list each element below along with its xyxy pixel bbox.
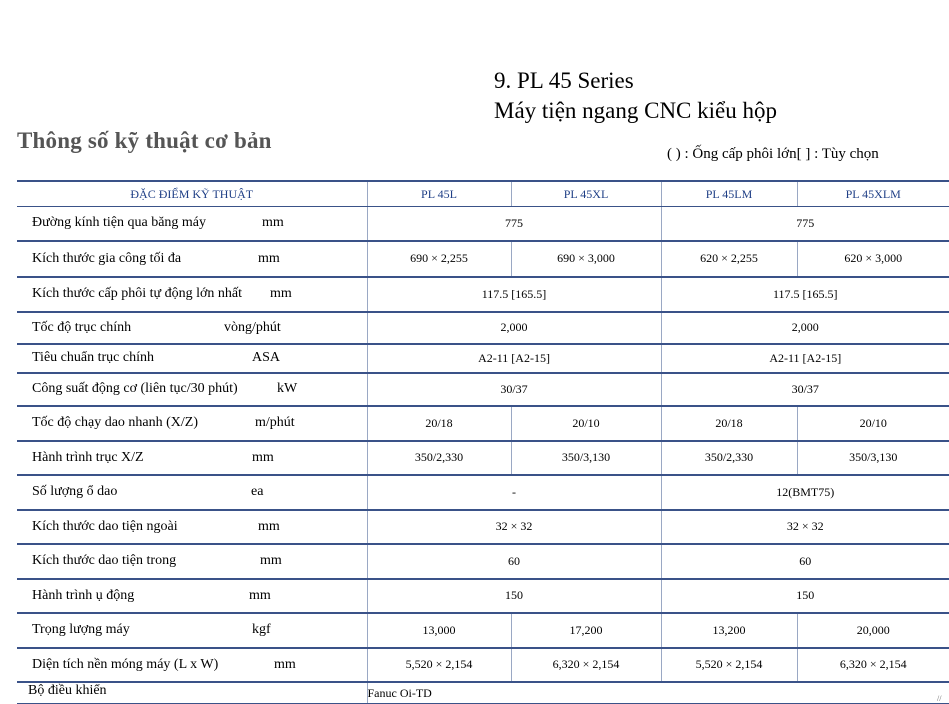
spec-label: Kích thước gia công tối đa (32, 250, 182, 266)
spec-value-cell: 150 (661, 579, 949, 613)
spec-unit: m/phút (255, 415, 295, 430)
table-row (17, 406, 949, 441)
spec-table (17, 180, 949, 704)
spec-unit: mm (274, 656, 296, 672)
table-row (17, 475, 949, 510)
spec-unit: mm (252, 449, 274, 465)
spec-unit: ASA (252, 350, 281, 365)
spec-value-cell: 13,200 (661, 613, 797, 648)
spec-value-cell: 150 (367, 579, 661, 613)
table-row (17, 544, 949, 579)
table-row (17, 277, 949, 312)
spec-label: Tốc độ chạy dao nhanh (X/Z) (32, 415, 198, 430)
legend-note: ( ) : Ống cấp phôi lớn[ ] : Tùy chọn (667, 146, 879, 162)
spec-value-cell: 117.5 [165.5] (367, 277, 661, 312)
spec-unit: mm (249, 587, 271, 603)
spec-value-cell: 2,000 (661, 312, 949, 344)
spec-value-cell: 20/18 (367, 406, 511, 441)
spec-value-cell: 5,520 × 2,154 (367, 648, 511, 682)
table-row (17, 648, 949, 682)
corner-mark: // (937, 694, 942, 703)
spec-value-cell: 6,320 × 2,154 (511, 648, 661, 682)
spec-unit: mm (258, 518, 280, 534)
header-pl45xlm: PL 45XLM (797, 181, 949, 207)
spec-value-cell: 32 × 32 (367, 510, 661, 544)
spec-value-cell: A2-11 [A2-15] (367, 344, 661, 373)
spec-value-cell: 350/2,330 (367, 441, 511, 475)
controller-label: Bộ điều khiển (17, 682, 367, 704)
spec-value-cell: A2-11 [A2-15] (661, 344, 949, 373)
spec-label-cell (17, 277, 367, 312)
series-title: 9. PL 45 Series (494, 68, 634, 93)
header-spec: ĐẶC ĐIỂM KỸ THUẬT (17, 181, 367, 207)
spec-unit: mm (270, 286, 292, 301)
spec-value-cell: - (367, 475, 661, 510)
spec-value-cell: 13,000 (367, 613, 511, 648)
spec-value-cell: 20,000 (797, 613, 949, 648)
spec-value-cell: 620 × 3,000 (797, 241, 949, 277)
spec-value-cell: 775 (367, 207, 661, 241)
table-row (17, 613, 949, 648)
table-row (17, 510, 949, 544)
table-row (17, 441, 949, 475)
spec-value-cell: 117.5 [165.5] (661, 277, 949, 312)
spec-unit: mm (258, 250, 280, 266)
spec-value-cell: 60 (367, 544, 661, 579)
spec-value-cell: 350/2,330 (661, 441, 797, 475)
spec-unit: kW (277, 381, 298, 396)
spec-value-cell: 20/10 (797, 406, 949, 441)
spec-label: Tiêu chuẩn trục chính (32, 350, 154, 365)
spec-label-cell (17, 613, 367, 648)
spec-value-cell: 30/37 (661, 373, 949, 406)
spec-label: Công suất động cơ (liên tục/30 phút) (32, 381, 238, 396)
spec-unit: mm (262, 215, 284, 231)
spec-value-cell: 690 × 3,000 (511, 241, 661, 277)
spec-label-cell (17, 544, 367, 579)
table-row (17, 579, 949, 613)
spec-value-cell: 20/10 (511, 406, 661, 441)
spec-label-cell (17, 344, 367, 373)
table-header-row (17, 181, 949, 207)
spec-value-cell: 620 × 2,255 (661, 241, 797, 277)
spec-label: Hành trình ụ động (32, 587, 135, 603)
machine-subtitle: Máy tiện ngang CNC kiểu hộp (494, 98, 777, 123)
spec-label-cell (17, 648, 367, 682)
spec-label: Kích thước dao tiện ngoài (32, 518, 178, 534)
table-row (17, 373, 949, 406)
spec-label-cell (17, 441, 367, 475)
table-row (17, 241, 949, 277)
spec-value-cell: 5,520 × 2,154 (661, 648, 797, 682)
spec-value-cell: 60 (661, 544, 949, 579)
table-row (17, 312, 949, 344)
spec-label-cell (17, 207, 367, 241)
spec-unit: kgf (252, 622, 271, 637)
table-row-controller (17, 682, 949, 704)
spec-value-cell: 30/37 (367, 373, 661, 406)
spec-value-cell: 350/3,130 (511, 441, 661, 475)
spec-label: Diện tích nền móng máy (L x W) (32, 656, 219, 672)
spec-label-cell (17, 241, 367, 277)
spec-label: Kích thước dao tiện trong (32, 553, 177, 568)
spec-label: Trọng lượng máy (32, 622, 130, 637)
header-pl45lm: PL 45LM (661, 181, 797, 207)
spec-label: Tốc độ trục chính (32, 319, 132, 335)
spec-value-cell: 2,000 (367, 312, 661, 344)
spec-label-cell (17, 373, 367, 406)
controller-value: Fanuc Oi-TD (367, 682, 949, 704)
spec-label: Đường kính tiện qua băng máy (32, 215, 207, 231)
spec-value-cell: 350/3,130 (797, 441, 949, 475)
spec-value-cell: 12(BMT75) (661, 475, 949, 510)
spec-value-cell: 6,320 × 2,154 (797, 648, 949, 682)
spec-label: Kích thước cấp phôi tự động lớn nhất (32, 286, 242, 301)
spec-label-cell (17, 475, 367, 510)
spec-label-cell (17, 406, 367, 441)
spec-label: Hành trình trục X/Z (32, 449, 144, 465)
header-pl45xl: PL 45XL (511, 181, 661, 207)
spec-value-cell: 20/18 (661, 406, 797, 441)
spec-value-cell: 775 (661, 207, 949, 241)
spec-unit: ea (251, 484, 264, 499)
spec-label-cell (17, 312, 367, 344)
spec-unit: vòng/phút (224, 319, 281, 335)
spec-value-cell: 32 × 32 (661, 510, 949, 544)
spec-label: Số lượng ổ dao (32, 484, 118, 499)
spec-label-cell (17, 510, 367, 544)
spec-value-cell: 690 × 2,255 (367, 241, 511, 277)
header-pl45l: PL 45L (367, 181, 511, 207)
table-row (17, 344, 949, 373)
spec-unit: mm (260, 553, 282, 568)
table-row (17, 207, 949, 241)
section-heading: Thông số kỹ thuật cơ bản (17, 128, 272, 153)
spec-label-cell (17, 579, 367, 613)
spec-value-cell: 17,200 (511, 613, 661, 648)
